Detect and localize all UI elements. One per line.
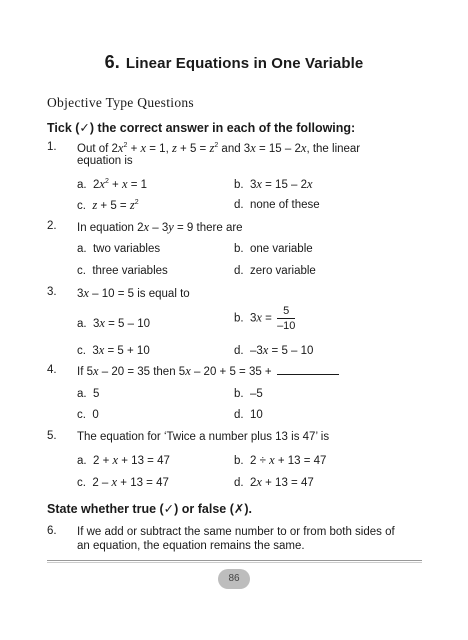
- q5-number: 5.: [47, 430, 57, 442]
- page-number: 86: [218, 569, 250, 589]
- q1-option-b: b. 3x = 15 – 2x: [234, 177, 313, 191]
- q6-text-line1: If we add or subtract the same number to or from both sides of: [77, 526, 395, 538]
- chapter-title: [0, 52, 468, 73]
- q5-text: The equation for ‘Twice a number plus 13 is 47’ is: [77, 431, 330, 443]
- q4-option-b: b. –5: [234, 388, 263, 400]
- chapter-number: 6.: [104, 52, 120, 72]
- q3-number: 3.: [47, 286, 57, 298]
- q3-option-d: d. –3x = 5 – 10: [234, 343, 314, 357]
- q5-option-b: b. 2 ÷ x + 13 = 47: [234, 453, 327, 467]
- q2-option-d: d. zero variable: [234, 265, 316, 277]
- q6-text-line2: an equation, the equation remains the same.: [77, 540, 305, 552]
- q4-option-c: c. 0: [77, 409, 99, 421]
- q1-text: Out of $2x^2 + x = 1$, $z + 5 = z^2$ and 3x = 15 – 2x, the linear: [77, 141, 361, 155]
- q2-option-c: c. three variables: [77, 265, 168, 277]
- q2-text: In equation 2x – 3y = 9 there are: [77, 220, 243, 234]
- instruction-tick: Tick (✓) the correct answer in each of the following:: [47, 121, 356, 135]
- q3-option-a: a. 3x = 5 – 10: [77, 316, 151, 330]
- q3-fraction: $\frac{5}{-10}$: [277, 305, 296, 332]
- q2-option-b: b. one variable: [234, 243, 313, 255]
- q3-option-c: c. 3x = 5 + 10: [77, 343, 150, 357]
- q3-text: 3x – 10 = 5 is equal to: [77, 286, 190, 300]
- q2-option-a: a. two variables: [77, 243, 161, 255]
- q1-option-d: d. none of these: [234, 199, 320, 211]
- answer-blank: [277, 374, 339, 375]
- q1-option-c: c. $z + 5 = z^2$: [77, 198, 139, 212]
- q2-number: 2.: [47, 220, 57, 232]
- chapter-title-text: Linear Equations in One Variable: [125, 55, 364, 72]
- q4-text: If 5x – 20 = 35 then 5x – 20 + 5 = 35 +: [77, 364, 339, 379]
- q4-option-a: a. 5: [77, 388, 100, 400]
- footer-rule: [47, 560, 422, 563]
- q5-option-c: c. 2 – x + 13 = 47: [77, 475, 169, 489]
- q1-text-line2: equation is: [77, 155, 133, 167]
- q1-number: 1.: [47, 141, 57, 153]
- q5-option-a: a. 2 + x + 13 = 47: [77, 453, 170, 467]
- q5-option-d: d. 2x + 13 = 47: [234, 475, 314, 489]
- instruction-true-false: State whether true (✓) or false (✗).: [47, 502, 253, 516]
- q4-option-d: d. 10: [234, 409, 263, 421]
- section-heading: Objective Type Questions: [47, 95, 194, 110]
- q6-number: 6.: [47, 525, 57, 537]
- q1-option-a: a. $2x^2 + x = 1$: [77, 177, 148, 191]
- q3-option-b: b. 3x = $\frac{5}{-10}$: [234, 305, 296, 332]
- q4-number: 4.: [47, 364, 57, 376]
